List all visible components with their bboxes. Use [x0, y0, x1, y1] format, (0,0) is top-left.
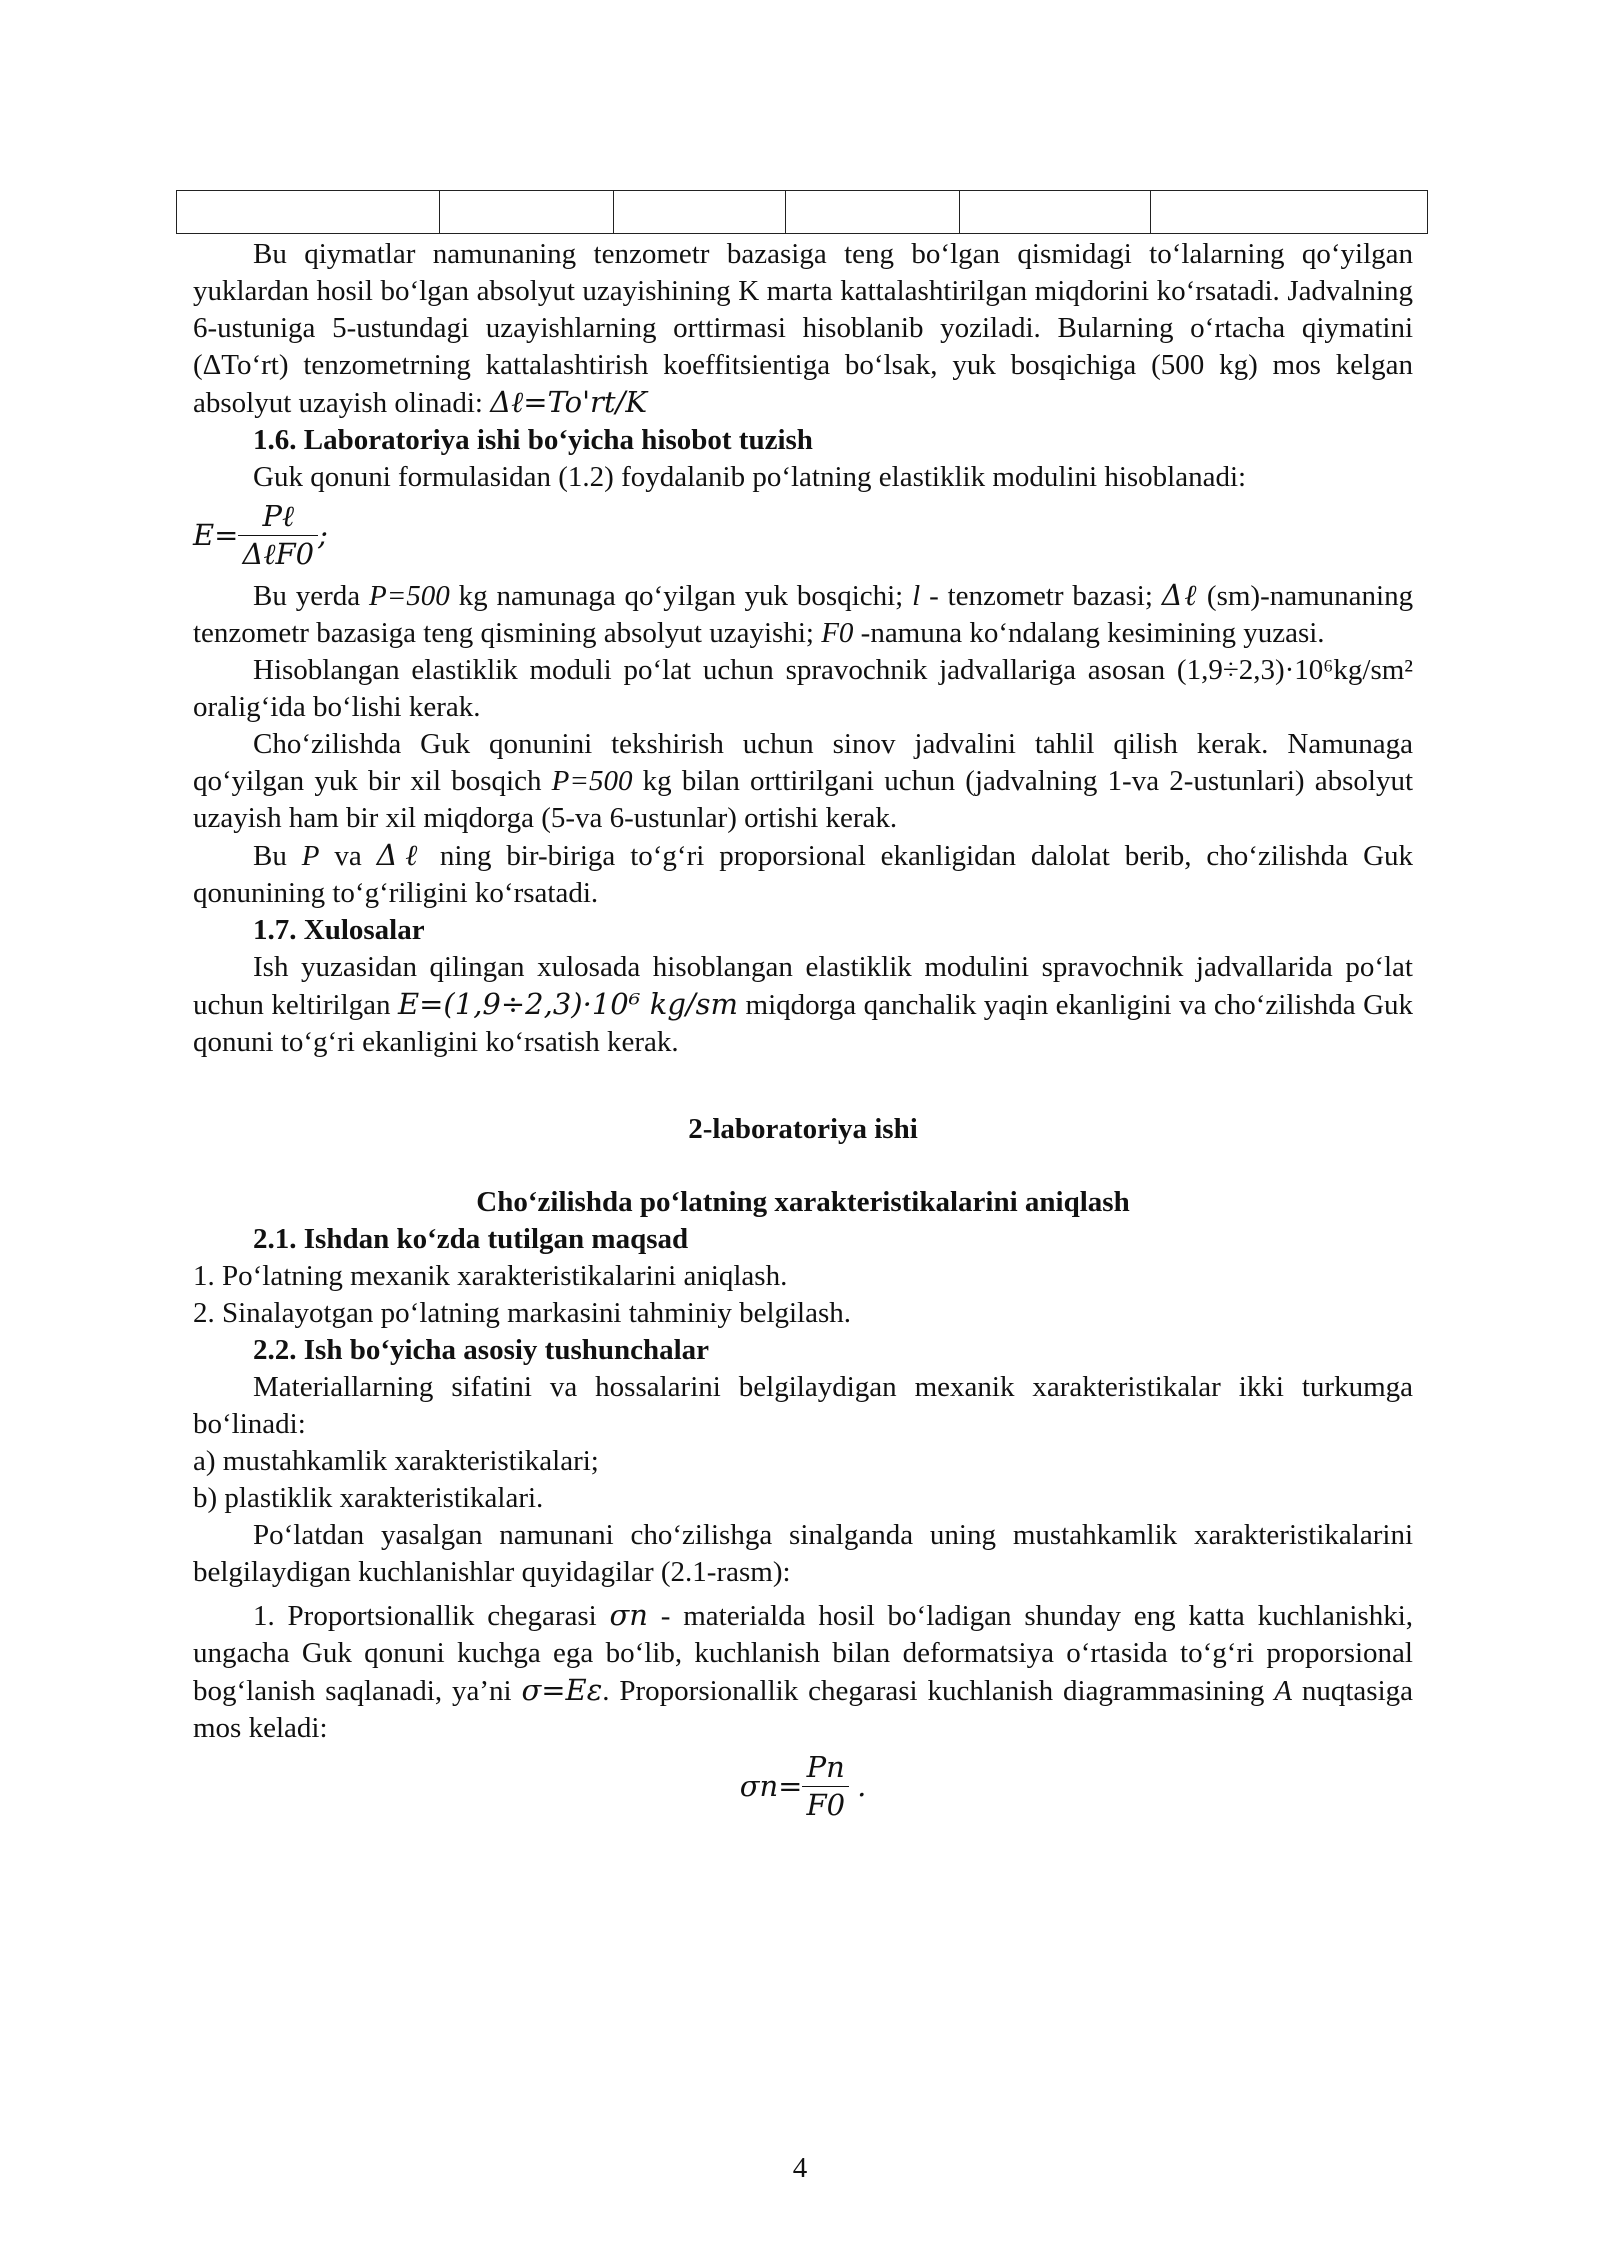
- text-body: [193, 236, 1413, 1828]
- paragraph-3: [193, 577, 1413, 652]
- fraction: [238, 498, 318, 573]
- heading-2-2: 2.2. Ish bo‘yicha asosiy tushunchalar: [253, 1334, 710, 1366]
- text-run: kg bilan orttirilgani uchun (jadvalning 1-va 2-ustunlari) absolyut uzayish ham bir xil miqdorga (5-va 6-ustunlar) ortishi kerak.: [193, 765, 1414, 834]
- paragraph-4: Hisoblangan elastiklik moduli po‘lat uchun spravochnik jadvallariga asosan (1,9÷2,3)·10⁶kg/sm² oralig‘ida bo‘lishi kerak.: [193, 654, 1413, 723]
- heading-1-6: 1.6. Laboratoriya ishi bo‘yicha hisobot tuzish: [253, 424, 813, 456]
- text-run: ning bir-biriga to‘g‘ri proporsional ekanligidan dalolat berib, cho‘zilishda Guk qonunining to‘g‘riligini ko‘rsatadi.: [193, 840, 1414, 909]
- text-run: Bu yerda: [253, 580, 361, 612]
- symbol-l: l: [912, 580, 921, 612]
- formula-elastic-modulus: [193, 498, 1413, 573]
- symbol-sigma-n: σn: [609, 1598, 648, 1632]
- heading-2-1: 2.1. Ishdan ko‘zda tutilgan maqsad: [253, 1223, 689, 1255]
- table-cell: [786, 191, 960, 234]
- symbol-P: P=500: [368, 580, 450, 612]
- text-run: nuqtasiga mos keladi:: [193, 1675, 1414, 1744]
- text-run: miqdorga qanchalik yaqin ekanligini va cho‘zilishda Guk qonuni to‘g‘ri ekanligini ko‘rsatish kerak.: [193, 989, 1414, 1058]
- paragraph-q1: Materiallarning sifatini va hossalarini belgilaydigan mexanik xarakteristikalar ikki turkumga bo‘linadi:: [193, 1371, 1413, 1440]
- list-item: b) plastiklik xarakteristikalari.: [193, 1482, 544, 1514]
- symbol-P: P: [301, 840, 320, 872]
- lab-title: 2-laboratoriya ishi: [688, 1113, 918, 1145]
- formula-lhs: σn=: [739, 1769, 803, 1803]
- formula-proportional-limit: [193, 1749, 1413, 1824]
- paragraph-2: Guk qonuni formulasidan (1.2) foydalanib po‘latning elastiklik modulini hisoblanadi:: [253, 461, 1247, 493]
- table-cell: [614, 191, 786, 234]
- heading-1-7: 1.7. Xulosalar: [253, 914, 425, 946]
- formula-reference-modulus: E=(1,9÷2,3)·10⁶ kg/sm: [397, 987, 739, 1021]
- symbol-delta-l: Δℓ: [1161, 578, 1199, 612]
- text-run: Bu: [253, 840, 287, 872]
- list-item: a) mustahkamlik xarakteristikalari;: [193, 1445, 599, 1477]
- goal-item: 1. Po‘latning mexanik xarakteristikalarini aniqlash.: [193, 1260, 788, 1292]
- text-run: kg namunaga qo‘yilgan yuk bosqichi;: [458, 580, 904, 612]
- formula-lhs: E=: [193, 518, 239, 552]
- fraction-numerator: Pℓ: [238, 498, 318, 536]
- symbol-delta-l: Δℓ: [376, 838, 425, 872]
- fraction-denominator: F0: [806, 1788, 846, 1822]
- text-run: (sm)-namunaning tenzometr bazasiga teng qismining absolyut uzayishi;: [193, 580, 1414, 649]
- text-run: Cho‘zilishda Guk qonunini tekshirish uchun sinov jadvalini tahlil qilish kerak. Namunaga qo‘yilgan yuk bir xil bosqich: [193, 728, 1413, 797]
- table-cell: [960, 191, 1151, 234]
- page-number: 4: [792, 2152, 808, 2184]
- paragraph-q3: [193, 1597, 1413, 1747]
- formula-hooke: σ=Eε: [521, 1673, 603, 1707]
- text-run: - tenzometr bazasi;: [929, 580, 1153, 612]
- text-run: - materialda hosil bo‘ladigan shunday eng katta kuchlanishki, ungacha Guk qonuni kuchga ega bo‘lib, kuchlanish bilan deformatsiya o‘rtasida to‘g‘ri proporsional bog‘lanish saqlanadi, ya’ni: [193, 1600, 1414, 1707]
- text-run: Ish yuzasidan qilingan xulosada hisoblangan elastiklik modulini spravochnik jadvallarida po‘lat uchun keltirilgan: [193, 951, 1413, 1021]
- table-cell: [177, 191, 440, 234]
- goal-item: 2. Sinalayotgan po‘latning markasini tahminiy belgilash.: [193, 1297, 852, 1329]
- formula-end: ;: [318, 518, 328, 552]
- symbol-F0: F0: [821, 617, 854, 649]
- table-cell: [1151, 191, 1428, 234]
- symbol-A: A: [1274, 1675, 1292, 1707]
- text-run: 1. Proportsionallik chegarasi: [253, 1600, 597, 1632]
- paragraph-1: [193, 236, 1413, 422]
- text-run: -namuna ko‘ndalang kesimining yuzasi.: [860, 617, 1325, 649]
- symbol-P: P=500: [551, 765, 633, 797]
- table-fragment: [176, 190, 1428, 234]
- table-cell: [440, 191, 614, 234]
- paragraph-text: Bu qiymatlar namunaning tenzometr bazasiga teng bo‘lgan qismidagi to‘lalarning qo‘yilgan yuklardan hosil bo‘lgan absolyut uzayishining K marta kattalashtirilgan miqdorini ko‘rsatadi. Jadvalning 6-ustuniga 5-ustundagi uzayishlarning orttirmasi hisoblanib yoziladi. Bularning o‘rtacha qiymatini (ΔTo‘rt) tenzometrning kattalashtirish koeffitsientiga bo‘lsak, yuk bosqichiga (500 kg) mos kelgan absolyut uzayish olinadi:: [193, 238, 1413, 419]
- text-run: va: [334, 840, 362, 872]
- formula-elongation: Δℓ=To'rt/K: [490, 385, 648, 419]
- fraction-numerator: Pn: [802, 1749, 849, 1787]
- fraction: [802, 1749, 849, 1824]
- paragraph-6: [193, 837, 1413, 912]
- paragraph-7: [193, 949, 1413, 1061]
- text-run: . Proporsionallik chegarasi kuchlanish diagrammasining: [602, 1675, 1265, 1707]
- paragraph-q2: Po‘latdan yasalgan namunani cho‘zilishga sinalganda uning mustahkamlik xarakteristikalarini belgilaydigan kuchlanishlar quyidagilar (2.1-rasm):: [193, 1519, 1413, 1588]
- lab-subtitle: Cho‘zilishda po‘latning xarakteristikalarini aniqlash: [476, 1186, 1130, 1218]
- fraction-denominator: ΔℓF0: [242, 537, 315, 571]
- formula-end: .: [857, 1769, 867, 1803]
- paragraph-5: [193, 726, 1413, 837]
